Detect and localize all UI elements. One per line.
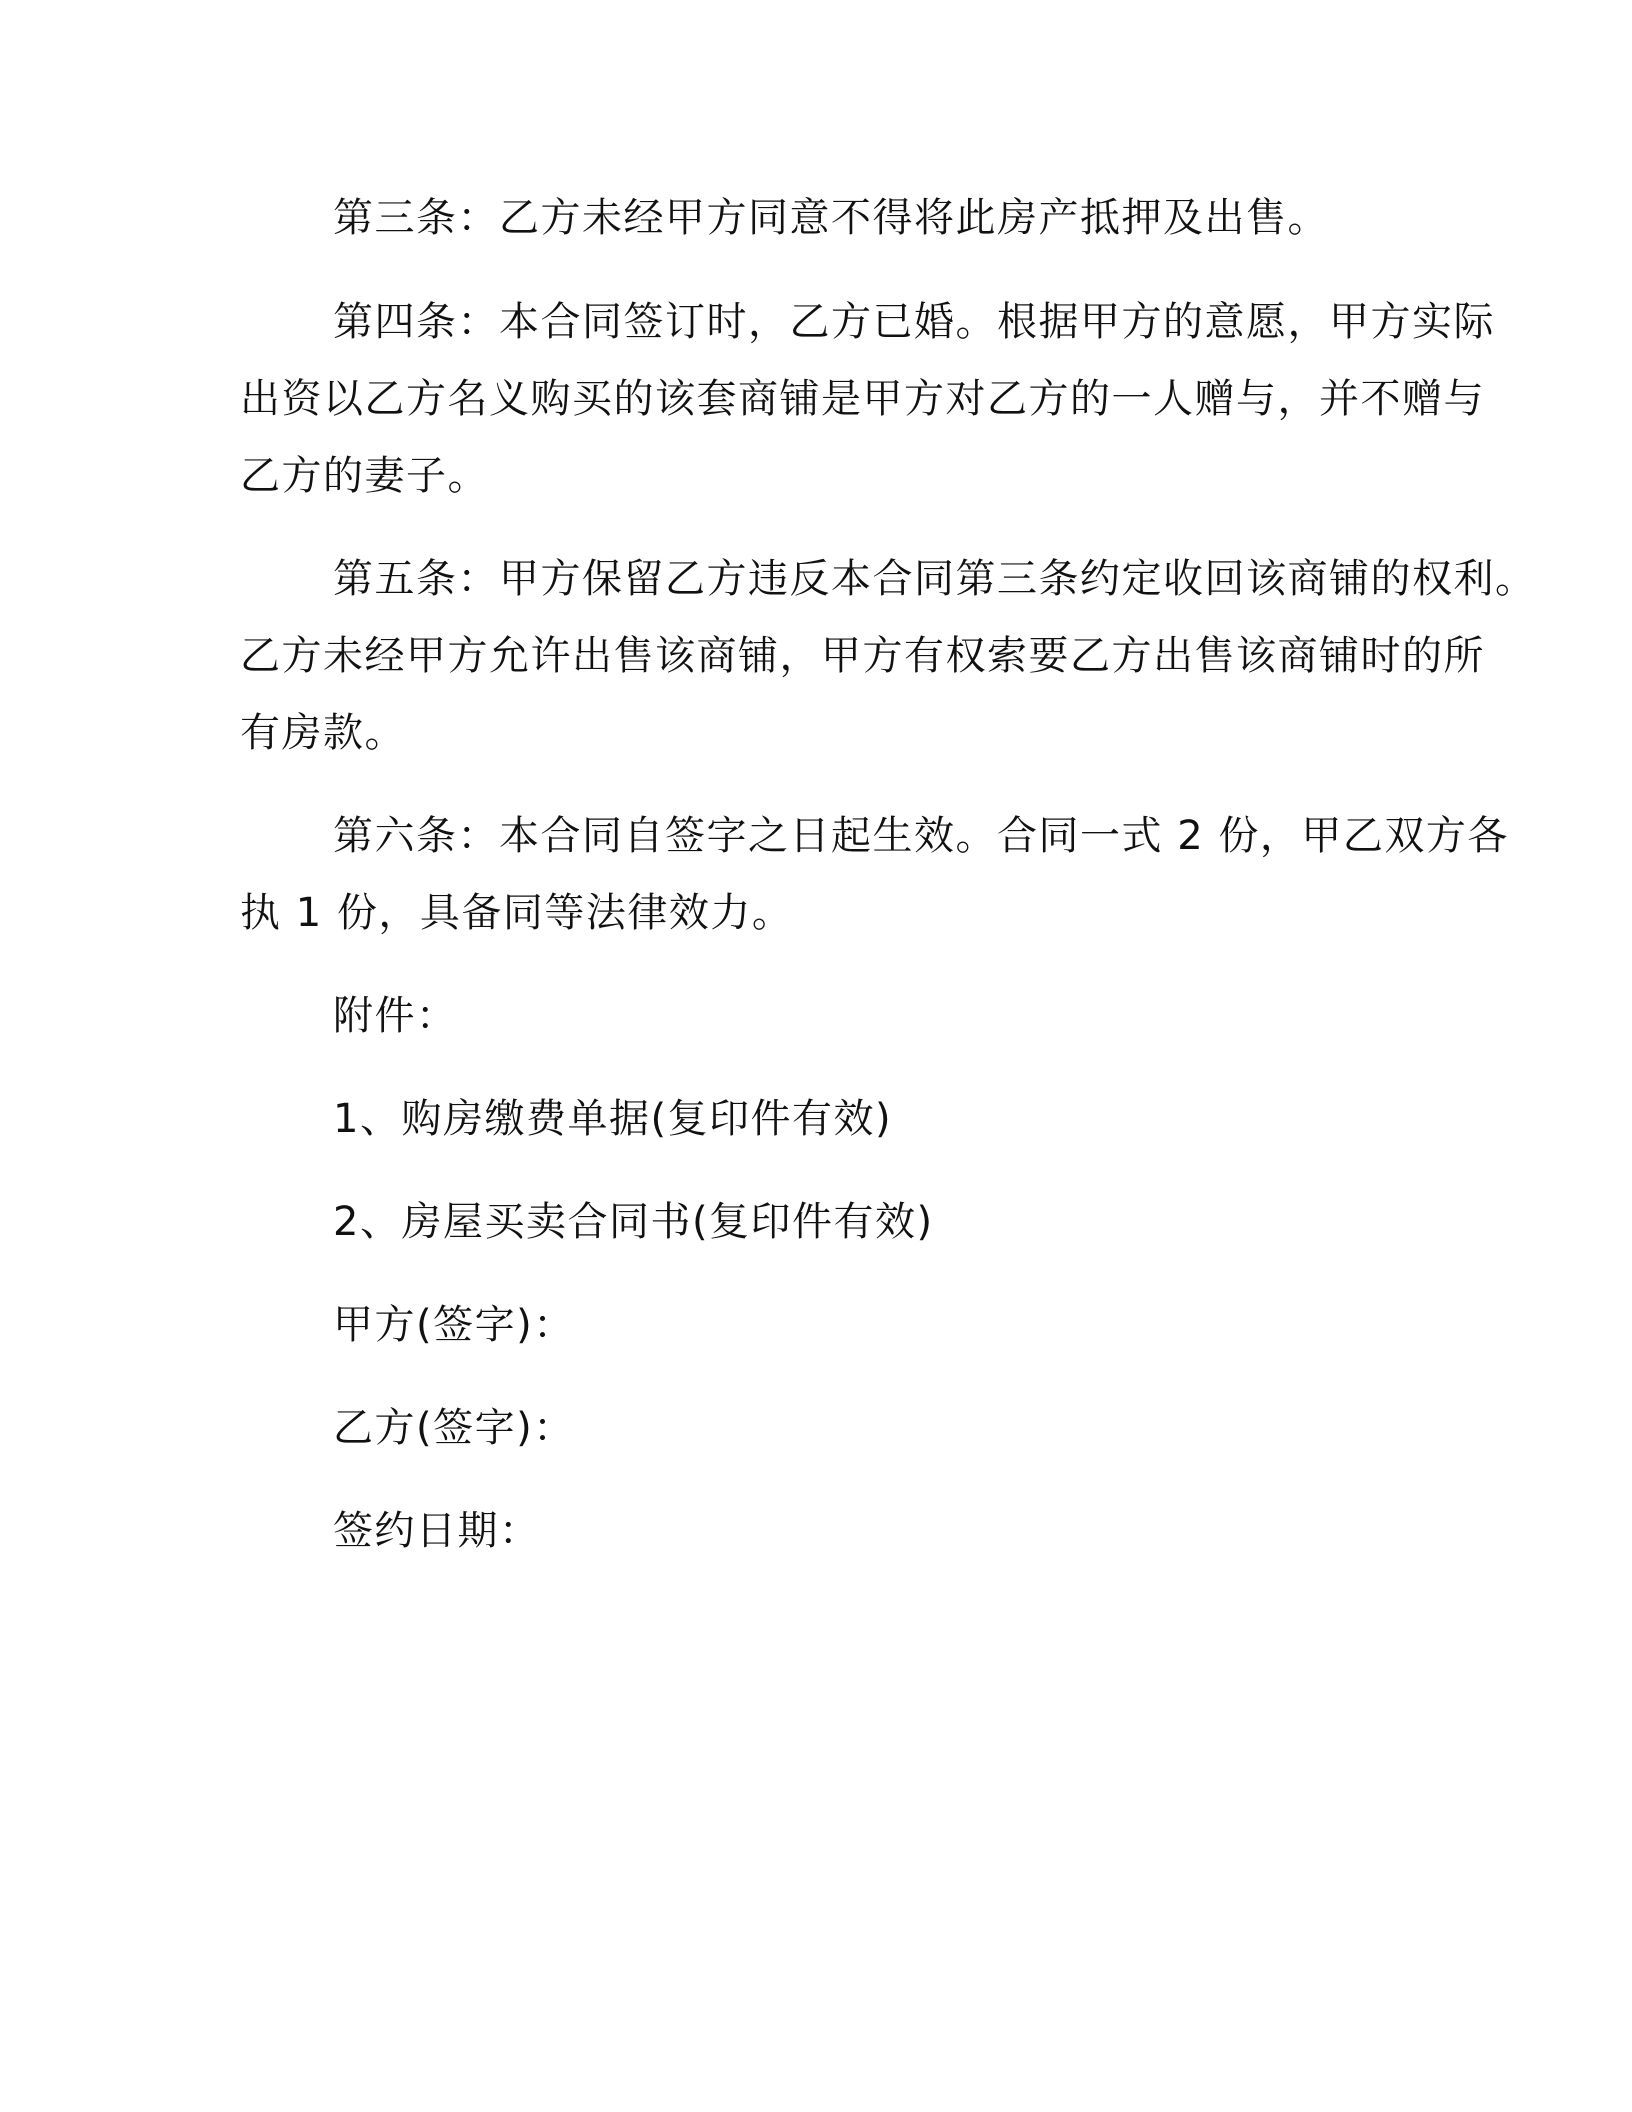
article-5-line-1: 第五条：甲方保留乙方违反本合同第三条约定收回该商铺的权利。 <box>333 556 1537 602</box>
signing-date: 签约日期： <box>333 1508 541 1554</box>
party-b-signature: 乙方(签字)： <box>333 1405 575 1451</box>
article-6-line-1: 第六条：本合同自签字之日起生效。合同一式 2 份，甲乙双方各 <box>333 813 1509 859</box>
article-3-line-1: 第三条：乙方未经甲方同意不得将此房产抵押及出售。 <box>333 195 1329 241</box>
article-6-line-2: 执 1 份，具备同等法律效力。 <box>240 890 794 936</box>
attachment-item-1: 1、购房缴费单据(复印件有效) <box>333 1096 893 1142</box>
article-5-line-2: 乙方未经甲方允许出售该商铺，甲方有权索要乙方出售该商铺时的所 <box>240 633 1485 679</box>
attachment-item-2: 2、房屋买卖合同书(复印件有效) <box>333 1199 934 1245</box>
article-4-line-1: 第四条：本合同签订时，乙方已婚。根据甲方的意愿，甲方实际 <box>333 299 1495 345</box>
attachments-heading: 附件： <box>333 993 458 1039</box>
article-5-line-3: 有房款。 <box>240 710 406 756</box>
article-4-line-2: 出资以乙方名义购买的该套商铺是甲方对乙方的一人赠与，并不赠与 <box>240 376 1485 422</box>
party-a-signature: 甲方(签字)： <box>333 1302 575 1348</box>
article-4-line-3: 乙方的妻子。 <box>240 453 489 499</box>
